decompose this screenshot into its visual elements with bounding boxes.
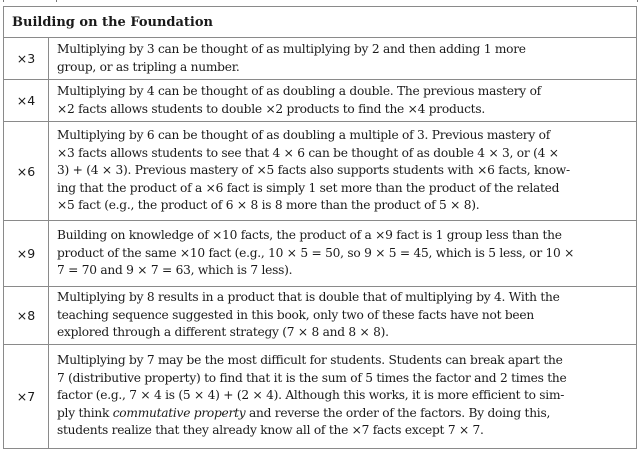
row-label: ×4 bbox=[4, 80, 49, 122]
row-description bbox=[49, 221, 637, 287]
row-label: ×7 bbox=[4, 344, 49, 448]
table-row bbox=[4, 38, 637, 80]
table-header-row bbox=[4, 7, 637, 38]
text-line: 3) + (4 × 3). Previous mastery of ×5 facts also supports students with ×6 facts, know- bbox=[57, 163, 570, 178]
text-line: Multiplying by 6 can be thought of as doubling a multiple of 3. Previous mastery of bbox=[57, 128, 550, 143]
text-line: ×2 facts allows students to double ×2 products to find the ×4 products. bbox=[57, 101, 485, 116]
text-segment: and reverse the order of the factors. By doing this, bbox=[245, 405, 551, 420]
text-line: product of the same ×10 fact (e.g., 10 × 5 = 50, so 9 × 5 = 45, which is 5 less, or 10 × bbox=[57, 245, 575, 260]
text-line: Multiplying by 8 results in a product that is double that of multiplying by 4. With the bbox=[57, 290, 560, 304]
text-line: group, or as tripling a number. bbox=[57, 59, 240, 74]
text-line: Building on knowledge of ×10 facts, the product of a ×9 fact is 1 group less than the bbox=[57, 228, 562, 243]
text-line: explored through a different strategy (7 × 8 and 8 × 8). bbox=[57, 325, 389, 339]
row-description bbox=[49, 287, 637, 345]
text-line: Multiplying by 3 can be thought of as multiplying by 2 and then adding 1 more bbox=[57, 42, 526, 56]
table-title: Building on the Foundation bbox=[4, 7, 637, 38]
text-line bbox=[57, 405, 630, 423]
text-line: students realize that they already know all of the ×7 facts except 7 × 7. bbox=[57, 423, 484, 438]
text-segment: ply think bbox=[57, 405, 113, 420]
text-line: ing that the product of a ×6 fact is simply 1 set more than the product of the related bbox=[57, 180, 560, 195]
table-row bbox=[4, 122, 637, 221]
text-line: Multiplying by 4 can be thought of as doubling a double. The previous mastery of bbox=[57, 84, 541, 98]
text-line: ×5 fact (e.g., the product of 6 × 8 is 8 more than the product of 5 × 8). bbox=[57, 198, 480, 213]
row-description bbox=[49, 122, 637, 221]
row-description bbox=[49, 80, 637, 122]
table-row bbox=[4, 344, 637, 448]
text-line: factor (e.g., 7 × 4 is (5 × 4) + (2 × 4). Although this works, it is more efficient to sim- bbox=[57, 388, 565, 403]
row-label: ×3 bbox=[4, 38, 49, 80]
row-description bbox=[49, 38, 637, 80]
table-row bbox=[4, 80, 637, 122]
row-label: ×9 bbox=[4, 221, 49, 287]
text-line: ×3 facts allows students to see that 4 × 6 can be thought of as double 4 × 3, or (4 × bbox=[57, 145, 559, 160]
text-line: 7 = 70 and 9 × 7 = 63, which is 7 less). bbox=[57, 263, 293, 278]
text-line: Multiplying by 7 may be the most difficult for students. Students can break apart the bbox=[57, 353, 563, 368]
table-row bbox=[4, 287, 637, 345]
row-label: ×8 bbox=[4, 287, 49, 345]
table-row bbox=[4, 221, 637, 287]
previous-table-edge bbox=[3, 0, 638, 2]
strategy-table bbox=[3, 6, 637, 449]
row-label: ×6 bbox=[4, 122, 49, 221]
row-description bbox=[49, 344, 637, 448]
text-line: 7 (distributive property) to find that it is the sum of 5 times the factor and 2 times the bbox=[57, 370, 567, 385]
italic-term: commutative property bbox=[112, 405, 246, 420]
text-line: teaching sequence suggested in this book, only two of these facts have not been bbox=[57, 307, 534, 322]
